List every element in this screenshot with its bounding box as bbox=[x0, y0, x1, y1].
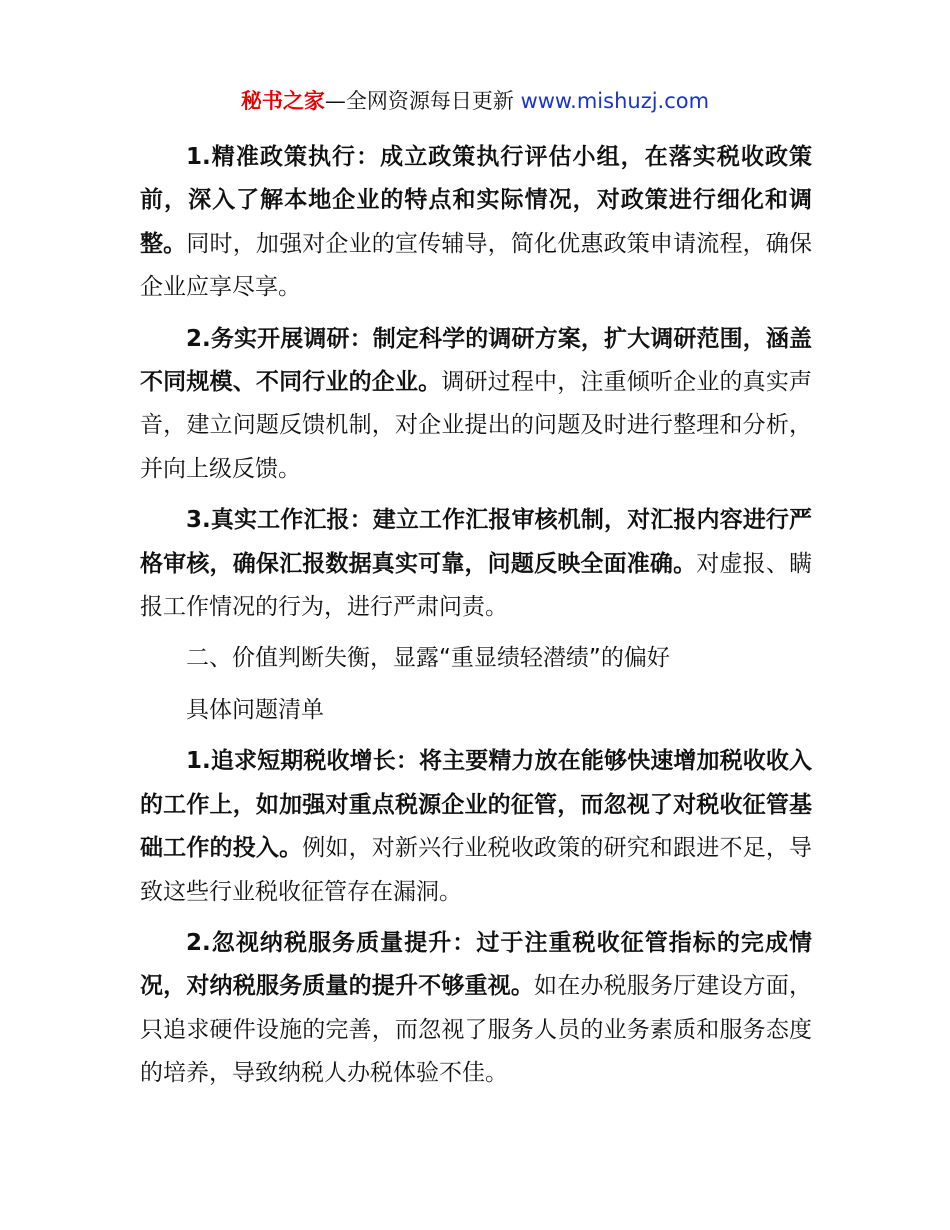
paragraph-body-text: 同时，加强对企业的宣传辅导，简化优惠政策申请流程，确保企业应享尽享。 bbox=[140, 230, 813, 301]
paragraph-research bbox=[140, 318, 812, 492]
sub-heading: 具体问题清单 bbox=[186, 696, 324, 723]
site-header bbox=[0, 86, 950, 116]
paragraph-bold-lead: 3.真实工作汇报：建立工作汇报审核机制，对汇报内容进行严格审核，确保汇报数据真实可靠，问题反映全面准确。 bbox=[140, 507, 812, 577]
paragraph-service-quality bbox=[140, 922, 812, 1096]
paragraph-bold-lead: 1.精准政策执行：成立政策执行评估小组，在落实税收政策前，深入了解本地企业的特点和实际情况，对政策进行细化和调整。 bbox=[140, 144, 812, 257]
site-tagline: —全网资源每日更新 bbox=[324, 89, 521, 113]
paragraph-work-report bbox=[140, 499, 812, 629]
paragraph-body-text: 例如，对新兴行业税收政策的研究和跟进不足，导致这些行业税收征管存在漏洞。 bbox=[140, 835, 813, 905]
paragraph-bold-lead: 1.追求短期税收增长：将主要精力放在能够快速增加税收收入的工作上，如加强对重点税源企业的征管，而忽视了对税收征管基础工作的投入。 bbox=[140, 748, 812, 862]
paragraph-body-text: 对虚报、瞒报工作情况的行为，进行严肃问责。 bbox=[140, 550, 813, 621]
paragraph-body-text: 调研过程中，注重倾听企业的真实声音，建立问题反馈机制，对企业提出的问题及时进行整理和分析，并向上级反馈。 bbox=[140, 369, 813, 482]
section-heading: 二、价值判断失衡，显露“重显绩轻潜绩”的偏好 bbox=[186, 645, 670, 672]
document-body bbox=[140, 136, 812, 1104]
site-url-link[interactable]: www.mishuzj.com bbox=[520, 89, 710, 113]
site-brand: 秘书之家 bbox=[240, 89, 325, 113]
paragraph-bold-lead: 2.务实开展调研：制定科学的调研方案，扩大调研范围，涵盖不同规模、不同行业的企业。 bbox=[140, 325, 812, 396]
paragraph-short-term-growth bbox=[140, 740, 812, 914]
paragraph-body-text: 如在办税服务厅建设方面，只追求硬件设施的完善，而忽视了服务人员的业务素质和服务态度的培养，导致纳税人办税体验不佳。 bbox=[140, 973, 813, 1087]
paragraph-policy-execution bbox=[140, 136, 812, 310]
paragraph-bold-lead: 2.忽视纳税服务质量提升：过于注重税收征管指标的完成情况，对纳税服务质量的提升不够重视。 bbox=[140, 929, 812, 1000]
